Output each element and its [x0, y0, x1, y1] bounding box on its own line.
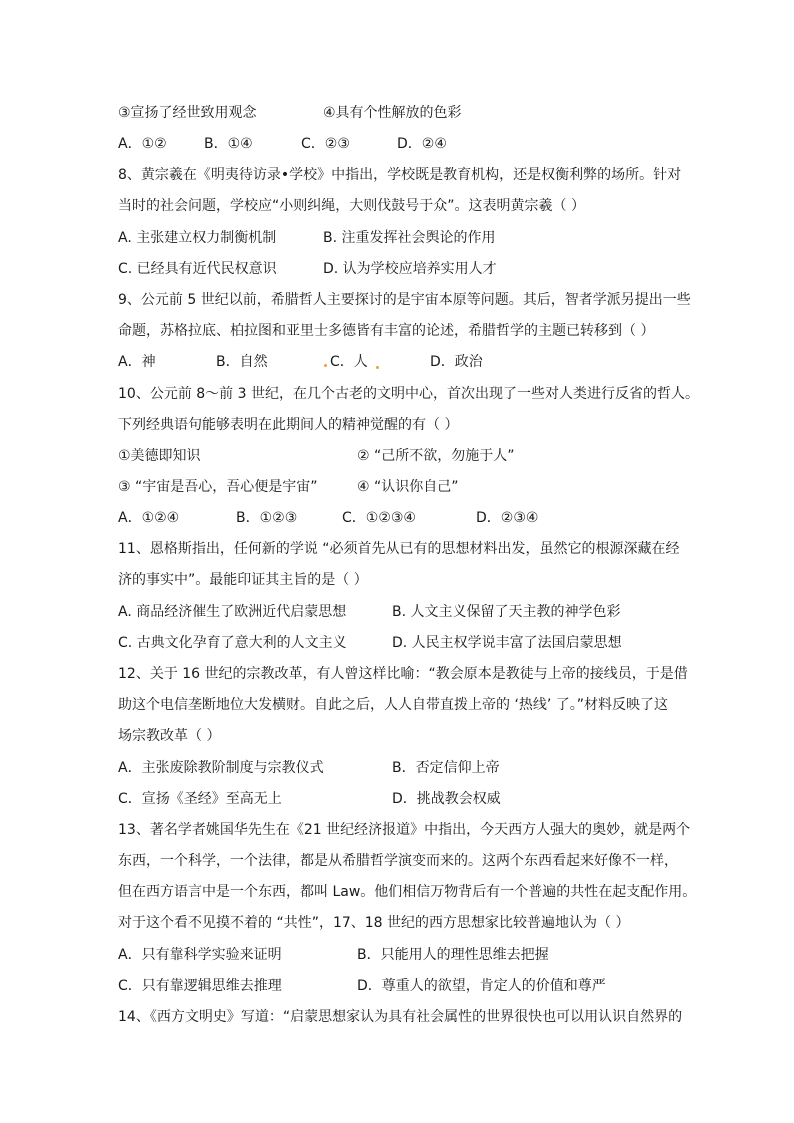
- q12-stem-line-2: 助这个电信垄断地位大发横财。自此之后，人人自带直拨上帝的 ‘热线’ 了。”材料反映了这: [118, 697, 669, 713]
- q10-item-4: ④ “认识你自己”: [357, 479, 459, 495]
- q7-item-3: ③宣扬了经世致用观念: [118, 105, 257, 121]
- q10-stem-line-2: 下列经典语句能够表明在此期间人的精神觉醒的有（ ）: [118, 417, 459, 433]
- q7-option-d: D．②④: [397, 136, 447, 152]
- q10-option-c: C．①②③④: [342, 510, 416, 526]
- q12-option-a: A．主张废除教阶制度与宗教仪式: [118, 760, 324, 776]
- stray-mark: [376, 366, 379, 369]
- q13-stem-line-3: 但在西方语言中是一个东西，都叫 Law。他们相信万物背后有一个普遍的共性在起支配作用。: [118, 884, 697, 900]
- q7-option-b: B．①④: [204, 136, 253, 152]
- q11-option-b: B. 人文主义保留了天主教的神学色彩: [392, 604, 621, 620]
- q7-option-a: A．①②: [118, 136, 167, 152]
- q14-stem-line-1: 14、《西方文明史》写道：“启蒙思想家认为具有社会属性的世界很快也可以用认识自然界的: [118, 1009, 683, 1025]
- q13-stem-line-4: 对于这个看不见摸不着的 “共性”，17、18 世纪的西方思想家比较普遍地认为（ ）: [118, 915, 630, 931]
- q9-stem-line-1: 9、公元前 5 世纪以前，希腊哲人主要探讨的是宇宙本原等问题。其后，智者学派另提出一些: [118, 292, 691, 308]
- q11-stem-line-1: 11、恩格斯指出，任何新的学说 “必须首先从已有的思想材料出发，虽然它的根源深藏在经: [118, 541, 680, 557]
- q12-option-c: C．宣扬《圣经》至高无上: [118, 791, 282, 807]
- q12-stem-line-3: 场宗教改革（ ）: [118, 728, 221, 744]
- q11-stem-line-2: 济的事实中”。最能印证其主旨的是（ ）: [118, 572, 368, 588]
- q8-option-a: A. 主张建立权力制衡机制: [118, 230, 277, 246]
- q8-option-c: C. 已经具有近代民权意识: [118, 261, 277, 277]
- q11-option-c: C. 古典文化孕育了意大利的人文主义: [118, 635, 347, 651]
- q8-option-b: B. 注重发挥社会舆论的作用: [323, 230, 496, 246]
- q13-stem-line-1: 13、著名学者姚国华先生在《21 世纪经济报道》中指出，今天西方人强大的奥妙，就是两个: [118, 822, 691, 838]
- q10-item-2: ② “己所不欲，勿施于人”: [357, 448, 515, 464]
- q9-option-d: D．政治: [430, 354, 483, 370]
- q8-stem-line-2: 当时的社会问题，学校应“小则纠绳，大则伐鼓号于众”。这表明黄宗羲（ ）: [118, 198, 585, 214]
- q10-option-a: A．①②④: [118, 510, 180, 526]
- q13-option-b: B．只能用人的理性思维去把握: [357, 947, 549, 963]
- q9-stem-line-2: 命题，苏格拉底、柏拉图和亚里士多德皆有丰富的论述，希腊哲学的主题已转移到（ ）: [118, 323, 655, 339]
- q13-option-c: C．只有靠逻辑思维去推理: [118, 978, 282, 994]
- q12-stem-line-1: 12、关于 16 世纪的宗教改革，有人曾这样比喻：“教会原本是教徒与上帝的接线员，于是借: [118, 666, 688, 682]
- q9-option-a: A．神: [118, 354, 156, 370]
- q7-item-4: ④具有个性解放的色彩: [323, 105, 462, 121]
- q9-option-c: C．人: [330, 354, 368, 370]
- q8-option-d: D. 认为学校应培养实用人才: [323, 261, 497, 277]
- q9-option-b: B．自然: [216, 354, 268, 370]
- q7-option-c: C．②③: [301, 136, 350, 152]
- q10-stem-line-1: 10、公元前 8～前 3 世纪，在几个古老的文明中心，首次出现了一些对人类进行反省的哲人。: [118, 386, 699, 402]
- q11-option-d: D. 人民主权学说丰富了法国启蒙思想: [392, 635, 622, 651]
- q8-stem-line-1: 8、黄宗羲在《明夷待访录•学校》中指出，学校既是教育机构，还是权衡利弊的场所。针对: [118, 167, 682, 183]
- q12-option-d: D．挑战教会权威: [392, 791, 501, 807]
- q11-option-a: A. 商品经济催生了欧洲近代启蒙思想: [118, 604, 347, 620]
- q10-option-d: D．②③④: [476, 510, 539, 526]
- q10-option-b: B．①②③: [236, 510, 298, 526]
- q13-option-a: A．只有靠科学实验来证明: [118, 947, 282, 963]
- q12-option-b: B．否定信仰上帝: [392, 760, 500, 776]
- stray-mark: [324, 364, 327, 367]
- q13-stem-line-2: 东西，一个科学，一个法律，都是从希腊哲学演变而来的。这两个东西看起来好像不一样，: [118, 853, 678, 869]
- q10-item-3: ③ “宇宙是吾心，吾心便是宇宙”: [118, 479, 318, 495]
- q13-option-d: D．尊重人的欲望，肯定人的价值和尊严: [357, 978, 606, 994]
- q10-item-1: ①美德即知识: [118, 448, 201, 464]
